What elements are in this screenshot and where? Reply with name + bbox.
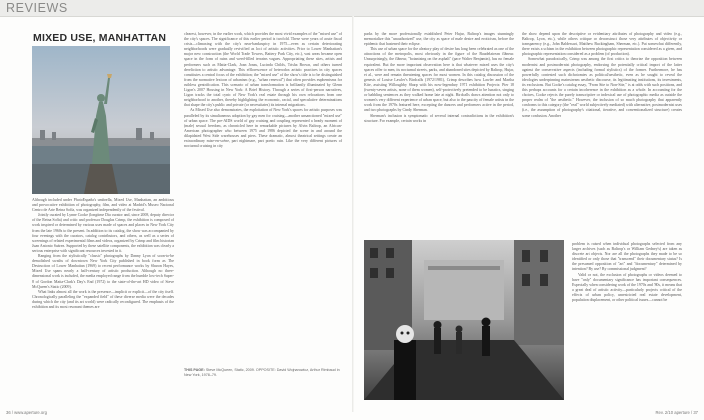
paragraph: Ranging from the stylistically "classic" photographs by Danny Lyon of soon-to-be demolished swaths of downtown New York City published in book form as The Destruction of Lower Manhattan (1969) to recent performance works by Sharon Hayes, Mixed Use spans nearly a half-century of artistic production. Although no three-dimensional work is included, the media employed range from the humble low-tech Super-8 of Gordon Matta-Clark's Day's End (1972) to the state-of-the-art HD video of Steve McQueen's Static (2009). <box>32 254 174 289</box>
paragraph: the show depend upon the descriptive or evidentiary attributes of photography and video (e.g., Baltrop, Lyon, etc.), while others critique or deconstruct those very attributes of objectivity or transparency (e.g., John Baldessari, Matthew Buckingham, Sherman, etc.). Put somewhat differently, there exists a schism in the exhibition between photographic representation considered as a given, and photographic representation considered as a problem (of production). <box>522 32 682 57</box>
paragraph: parks by the more professionally established Peter Hujar, Baltrop's images stunningly memorialize this "unauthorized" use, the city as space of male desire and eroticism, before the epidemic that hastened their eclipse. <box>364 32 514 47</box>
section-title: REVIEWS <box>6 1 68 15</box>
text-column-5 <box>572 242 682 402</box>
paragraph: Valid or not, the exclusion of photographs or videos deemed to have "only" documentary significance has important consequences. Especially when considering work of the 1970s and '80s, it means that a great deal of artistic activity—particularly projects critical of the effects of urban policy, unrestricted real estate development, population displacement, or other political issues—cannot be <box>572 272 682 303</box>
caption-label: THIS PAGE: <box>184 368 205 372</box>
article-title: MIXED USE, MANHATTAN <box>33 32 167 44</box>
text-column-3 <box>364 32 514 237</box>
statue-photo <box>32 46 170 194</box>
paragraph: As Mixed Use also demonstrates, the exploitation of New York's spaces for artistic purposes was paralleled by its simultaneous adoption by gay men for cruising—another unsanctioned "mixed use" of urban space. The pre-AIDS world of gay cruising and coupling represented a heady moment of (male) sexual freedom, as chronicled here in remarkable pictures by Alvin Baltrop, an African-American photographer who between 1975 and 1986 depicted the scene in and around the dilapidated West Side warehouses and piers. These dramatic, almost theatrical settings create an extraordinary mise-en-scène, part nightmare, part poetic ruin. Like the very different pictures of nocturnal cruising in city <box>184 108 342 149</box>
photo-caption <box>184 368 342 378</box>
paragraph: This use of urban space for the aleatory play of desire has long been celebrated as one of the attractions of the metropolis, most obviously in the figure of the Baudelairean flâneur. Unsurprisingly, the flâneur, "botanizing on the asphalt" (pace Walter Benjamin), has no female equivalent. But the more important observation here is that whatever mixed uses the city's spaces offer to men, its nocturnal streets, parks, and abandoned sites depicted by Baltrop, Hujar, et al., were and remain threatening spaces for most women. In this catalog discussion of the genesis of Louise Lawler's Birdcalls (1972/1981), Crimp describes how Lawler and Martha Kite, assisting Willoughby Sharp with his now-legendary 1971 exhibition Projects: Pier 18 (twenty-seven artists, none of them women), self-protectively pretended to be lunatics, singing or babbling sentences as they walked home late at night. Birdcalls draws attention not only to women's very different experience of urban space, but also to the paucity of female artists in the work from the 1970s featured here, excepting the dancers and performers active in the period, and two photographs by Cindy Sherman. <box>364 47 514 113</box>
text-column-1 <box>32 198 174 396</box>
paragraph: clearest, however, in the earlier work, which provides the most vivid examples of the "mixed use" of the city's spaces. The significance of this earlier period is twofold. These were years of acute fiscal crisis—climaxing with the city's near-bankruptcy in 1975—even as certain deteriorating neighborhoods were gradually revivified as loci of artistic activities. Prior to Lower Manhattan's major new construction (the World Trade Towers, Battery Park City, etc.), vast areas became open space in the form of ruins and weed-filled terrains vagues. Appropriating these sites, artists and performers such as Matta-Clark, Joan Jonas, Lucinda Childs, Trisha Brown, and others turned dereliction to artistic advantage. This efflorescence of heterodox artistic practices in city spaces constitutes a central focus of the exhibition; the "mixed use" of the show's title is to be distinguished from the normative lexicon of urbanism (e.g., "urban renewal") that often provides euphemisms for ruthless gentrification. This scenario of urban transformation is brilliantly illuminated by Glenn Ligon's 2007 Housing in New York: A Brief History. Through a series of first-person narratives, Ligon tracks the total cynic of New York's real estate through his own relocations from one neighborhood to another, thereby highlighting the economic, racial, and speculative determinations that shape the city's public and private (or necessitates) its internal migrations. <box>184 32 342 108</box>
text-column-2 <box>184 32 342 365</box>
paragraph: problem is raised when individual photographs selected from any larger archives (such as Baltrop's or William Gedney's) are taken as discrete art objects. Nor are all the photographs they made to be so identified or only those that "transcend" their documentary status? Is the presumed opposition of "art" and "documentary" determined by intention? By use? By commissional judgment? <box>572 242 682 272</box>
paragraph: Although included under PhotoEspaña's umbrella, Mixed Use, Manhattan, an ambitious and provocative exhibition of photography, film, and video at Madrid's Museo Nacional Centro de Arte Reina Sofía, was organized independently of the festival. <box>32 198 174 213</box>
paragraph: What links almost all the work is the presence—implicit or explicit—of the city itself. Chronologically paralleling the "expanded field" of these diverse media were the decades during which the city (and its art world) were radically reconfigured. The emphasis of the exhibition and its most resonant themes are <box>32 289 174 309</box>
caption-text: Steve McQueen, Static, 2009. OPPOSITE: David Wojnarowicz, Arthur Rimbaud in New York, 1978–79. <box>184 368 340 377</box>
street-photo <box>364 240 564 400</box>
paragraph: Somewhat paradoxically, Crimp was among the first critics to theorize the opposition between modernist and postmodernist photography, endorsing the potentially critical import of the latter against the conservative aspects (including formal stylistics) of the former. Furthermore, he has powerfully contested such dichotomies as political/aesthetic, even as he sought to reveal the ideologies underpinning mainstream aesthetic discourse, its legitimating institutions, its investments, its exclusions. But Cooke's catalog essay, "From Site to Non-Site," is at odds with such positions, and this perhaps accounts for a certain incoherence in the exhibition as a whole. In accounting for the choices, Cooke rejects the purely transcriptive or indexical use of photographic media as outside the proper realm of "the aesthetic." However, the inclusion of so much photography that apparently conforms to this category (the "real" world subjectively mediated) with alternative, postmodernist uses (i.e., the assumption of photography's citational, iterative, and conventionalized structure) creates some confusion. Another <box>522 57 682 118</box>
paragraph: Sherman's inclusion is symptomatic of several internal contradictions in the exhibition's structure. For example, certain works in <box>364 113 514 123</box>
footer-left: 36 / www.aperture.org <box>6 410 47 415</box>
page-gutter <box>352 16 354 412</box>
header-band <box>0 0 704 17</box>
paragraph: Jointly curated by Lynne Cooke (longtime Dia curator and, since 2008, deputy director of the Reina Sofía) and critic and professor Douglas Crimp, the exhibition is composed of work inspired or determined by various uses made of spaces and places in New York City from the late 1960s to the present. In addition to its catalog, the show was accompanied by four evenings with the curators, catalog contributors, and others, as well as a series of screenings of related experimental films and videos, organized by Crimp and film historian Juan Antonio Suárez. Supported by these satellite components, the exhibition was clearly a serious enterprise with significant resources invested in it. <box>32 213 174 253</box>
text-column-4 <box>522 32 682 238</box>
footer-right: Rev. 2/10 aperture / 37 <box>655 410 698 415</box>
